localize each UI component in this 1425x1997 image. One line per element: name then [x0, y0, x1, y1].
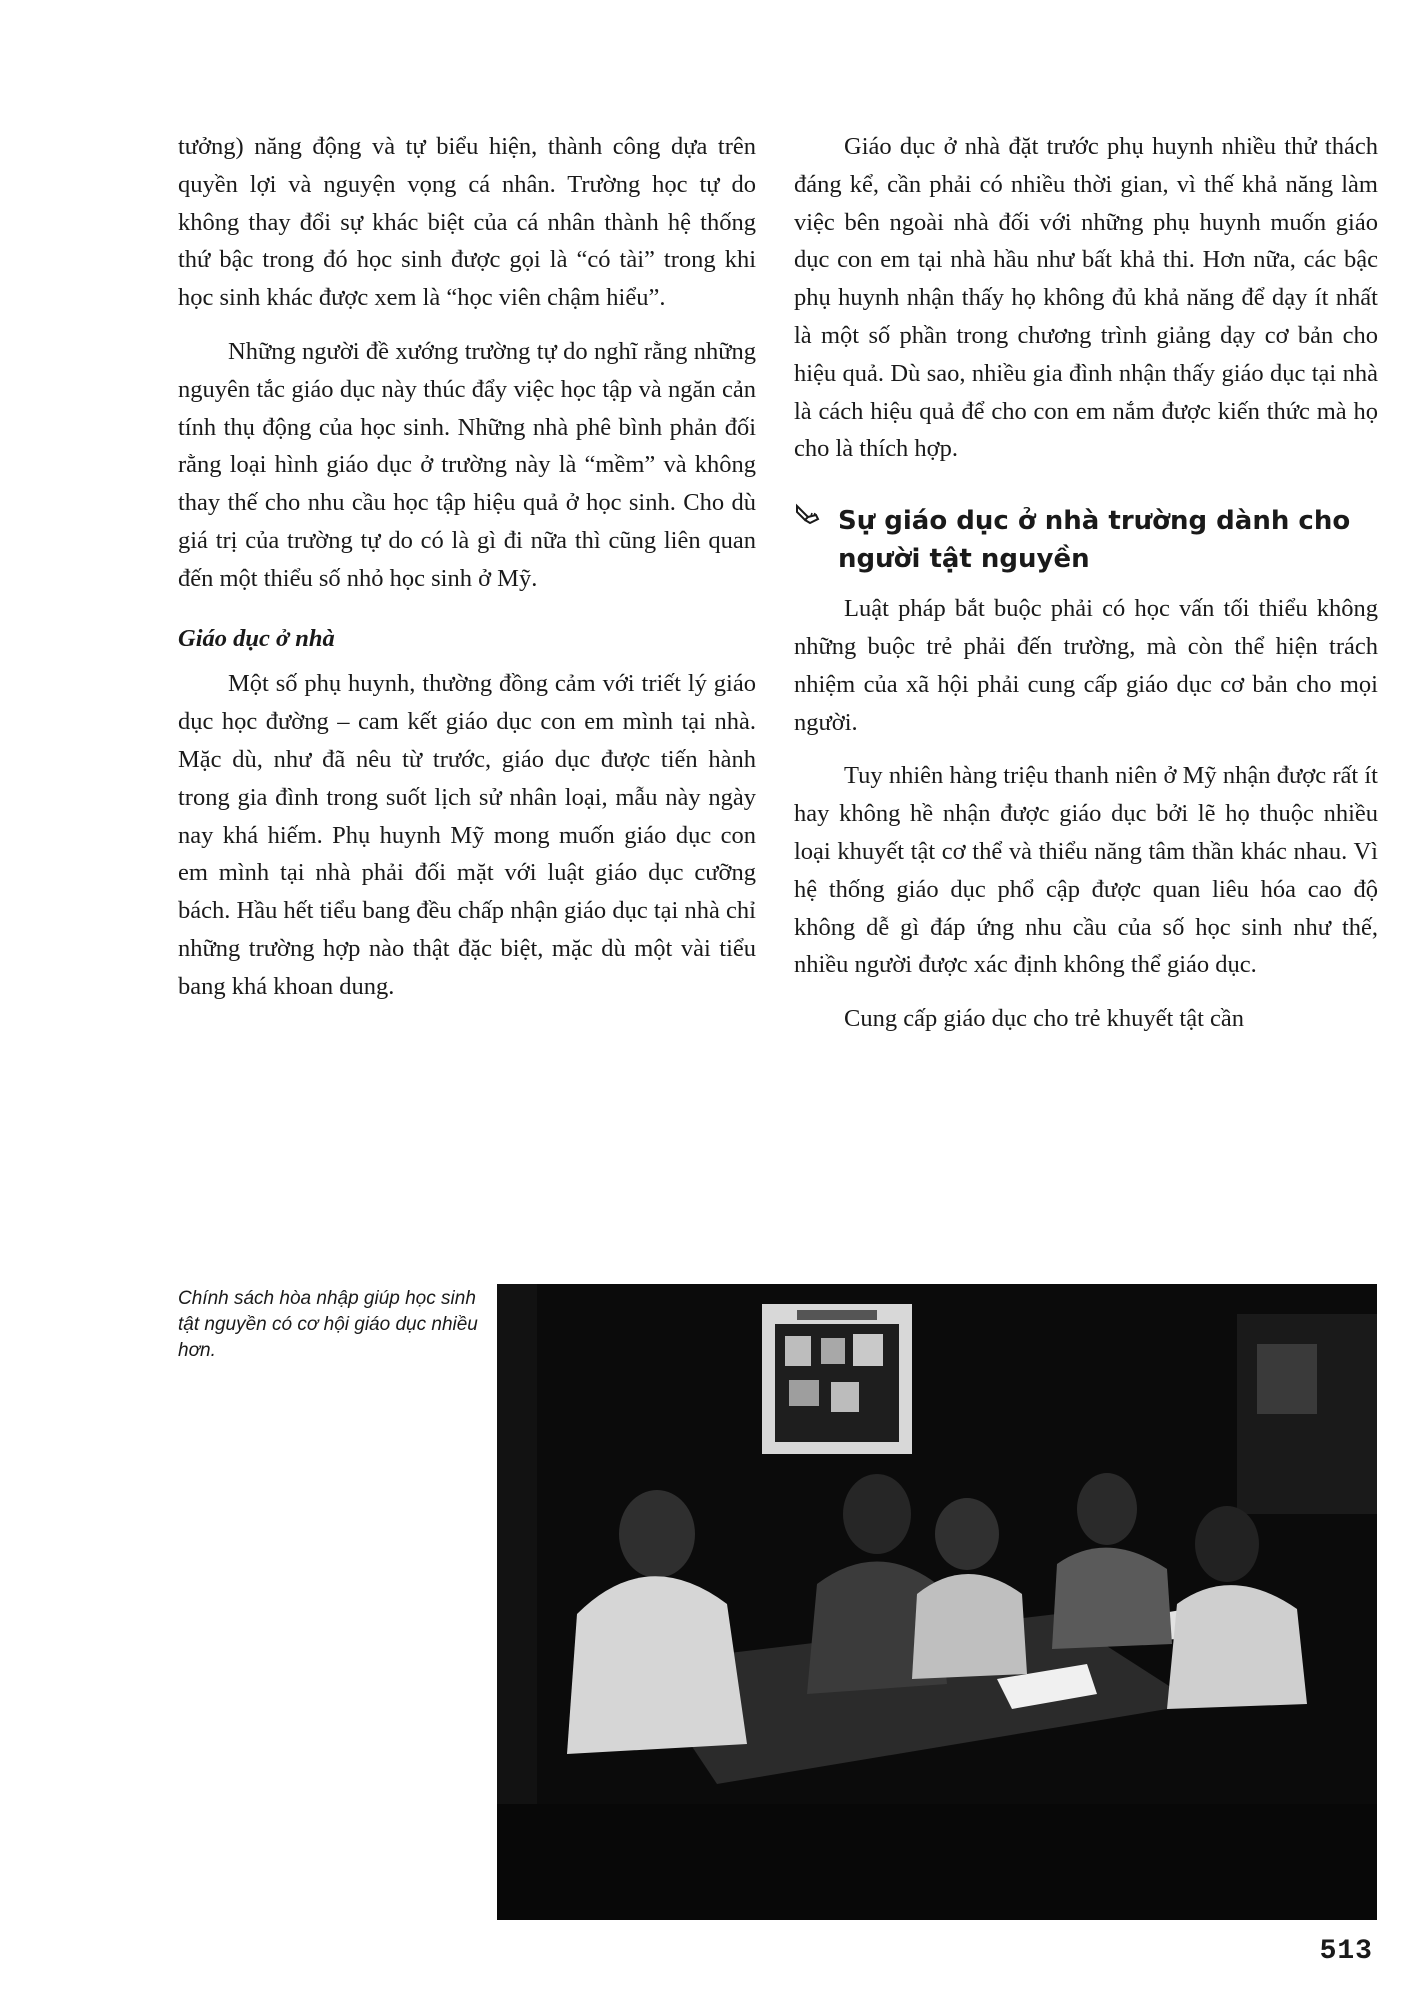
left-column [178, 128, 756, 1022]
page-number: 513 [1319, 1936, 1373, 1967]
left-paragraph-2: Những người đề xướng trường tự do nghĩ rằng những nguyên tắc giáo dục này thúc đẩy việc học tập và ngăn cản tính thụ động của học sinh. Những nhà phê bình phản đối rằng loại hình giáo dục ở trường này là “mềm” và không thay thế cho nhu cầu học tập hiệu quả ở học sinh. Cho dù giá trị của trường tự do có là gì đi nữa thì cũng liên quan đến một thiểu số nhỏ học sinh ở Mỹ. [178, 337, 756, 592]
right-paragraph-2: Luật pháp bắt buộc phải có học vấn tối thiểu không những buộc trẻ phải đến trường, mà còn thể hiện trách nhiệm của xã hội phải cung cấp giáo dục cơ bản cho mọi người. [794, 595, 1378, 736]
classroom-photo [497, 1284, 1377, 1920]
left-paragraph-1: tưởng) năng động và tự biểu hiện, thành công dựa trên quyền lợi và nguyện vọng cá nhân. Trường học tự do không thay đổi sự khác biệt của cá nhân thành hệ thống thứ bậc trong đó học sinh được gọi là “có tài” trong khi học sinh khác được xem là “học viên chậm hiểu”. [178, 133, 756, 312]
section-heading-text: Sự giáo dục ở nhà trường dành cho người tật nguyền [838, 506, 1351, 575]
left-paragraph-3: Một số phụ huynh, thường đồng cảm với triết lý giáo dục học đường – cam kết giáo dục con em mình tại nhà. Mặc dù, như đã nêu từ trước, giáo dục được tiến hành trong gia đình trong suốt lịch sử nhân loại, mẫu này ngày nay khá hiếm. Phụ huynh Mỹ mong muốn giáo dục con em mình tại nhà phải đối mặt với luật giáo dục cưỡng bách. Hầu hết tiểu bang đều chấp nhận giáo dục tại nhà chỉ những trường hợp nào thật đặc biệt, mặc dù một vài tiểu bang khá khoan dung. [178, 670, 756, 1000]
section-heading [794, 502, 1378, 578]
right-column [794, 128, 1378, 1054]
right-paragraph-1: Giáo dục ở nhà đặt trước phụ huynh nhiều thử thách đáng kể, cần phải có nhiều thời gian, vì thế khả năng làm việc bên ngoài nhà đối với những phụ huynh muốn giáo dục con em tại nhà hầu như bất khả thi. Hơn nữa, các bậc phụ huynh nhận thấy họ không đủ khả năng để dạy ít nhất là một số phần trong chương trình giảng dạy cơ bản cho hiệu quả. Dù sao, nhiều gia đình nhận thấy giáo dục tại nhà là cách hiệu quả để cho con em nắm được kiến thức mà họ cho là thích hợp. [794, 133, 1378, 463]
hand-pencil-icon [794, 502, 824, 543]
right-paragraph-4: Cung cấp giáo dục cho trẻ khuyết tật cần [844, 1005, 1245, 1033]
subheading-home-education: Giáo dục ở nhà [178, 624, 335, 652]
right-paragraph-3: Tuy nhiên hàng triệu thanh niên ở Mỹ nhận được rất ít hay không hề nhận được giáo dục bởi lẽ họ thuộc nhiều loại khuyết tật cơ thể và thiểu năng tâm thần khác nhau. Vì hệ thống giáo dục phổ cập được quan liêu hóa cao độ không dễ gì đáp ứng nhu cầu của số học sinh như thế, nhiều người được xác định không thể giáo dục. [794, 762, 1378, 979]
photo-caption: Chính sách hòa nhập giúp học sinh tật nguyền có cơ hội giáo dục nhiều hơn. [178, 1288, 478, 1361]
